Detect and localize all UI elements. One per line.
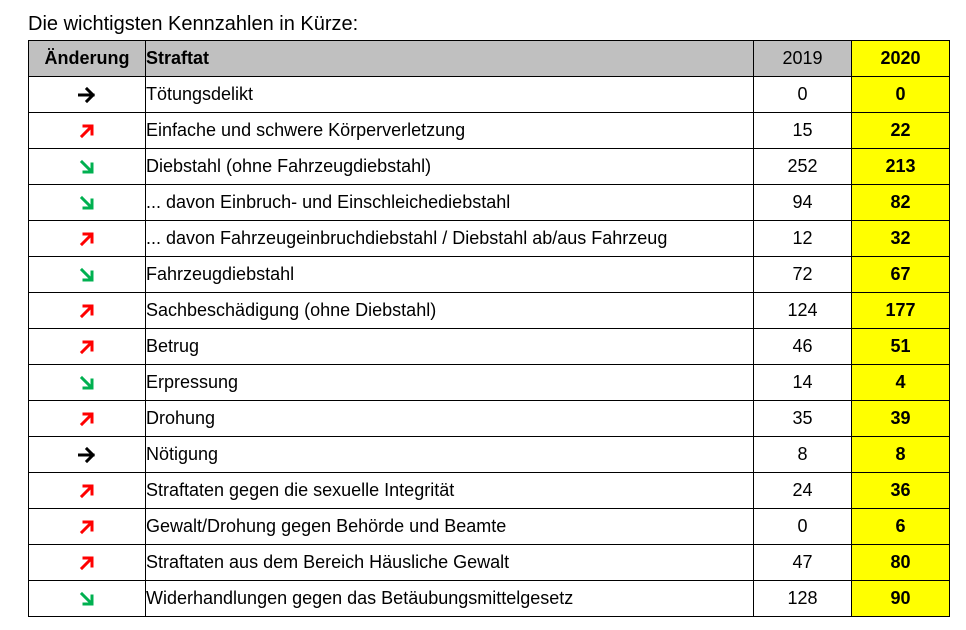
- table-row: [29, 581, 950, 617]
- value-2019: 124: [754, 293, 852, 329]
- value-2020: 67: [852, 257, 950, 293]
- change-cell: [29, 77, 146, 113]
- value-2019: 0: [754, 77, 852, 113]
- change-cell: [29, 329, 146, 365]
- value-2020: 32: [852, 221, 950, 257]
- table-row: [29, 545, 950, 581]
- crime-label: Straftaten gegen die sexuelle Integrität: [146, 473, 754, 509]
- arrow-up-right-icon: [29, 519, 145, 535]
- change-cell: [29, 257, 146, 293]
- table-row: [29, 221, 950, 257]
- crime-label: Gewalt/Drohung gegen Behörde und Beamte: [146, 509, 754, 545]
- change-cell: [29, 437, 146, 473]
- table-row: [29, 149, 950, 185]
- table-row: [29, 257, 950, 293]
- arrow-up-right-icon: [29, 123, 145, 139]
- arrow-right-icon: [29, 87, 145, 103]
- value-2020: 0: [852, 77, 950, 113]
- change-cell: [29, 221, 146, 257]
- value-2019: 252: [754, 149, 852, 185]
- crime-label: ... davon Einbruch- und Einschleichediebstahl: [146, 185, 754, 221]
- value-2020: 4: [852, 365, 950, 401]
- change-cell: [29, 113, 146, 149]
- arrow-up-right-icon: [29, 483, 145, 499]
- value-2020: 51: [852, 329, 950, 365]
- arrow-down-right-icon: [29, 195, 145, 211]
- change-cell: [29, 401, 146, 437]
- change-cell: [29, 473, 146, 509]
- value-2020: 36: [852, 473, 950, 509]
- value-2020: 90: [852, 581, 950, 617]
- value-2019: 24: [754, 473, 852, 509]
- column-header-crime: Straftat: [146, 41, 754, 77]
- arrow-up-right-icon: [29, 303, 145, 319]
- column-header-change: Änderung: [29, 41, 146, 77]
- table-row: [29, 401, 950, 437]
- crime-label: Nötigung: [146, 437, 754, 473]
- table-row: [29, 293, 950, 329]
- value-2020: 22: [852, 113, 950, 149]
- crime-label: Tötungsdelikt: [146, 77, 754, 113]
- arrow-down-right-icon: [29, 375, 145, 391]
- table-row: [29, 113, 950, 149]
- arrow-down-right-icon: [29, 159, 145, 175]
- value-2019: 72: [754, 257, 852, 293]
- key-figures-table: [28, 40, 950, 617]
- table-header-row: [29, 41, 950, 77]
- crime-label: Erpressung: [146, 365, 754, 401]
- page-title: Die wichtigsten Kennzahlen in Kürze:: [28, 13, 359, 35]
- value-2019: 128: [754, 581, 852, 617]
- value-2020: 6: [852, 509, 950, 545]
- change-cell: [29, 581, 146, 617]
- value-2020: 39: [852, 401, 950, 437]
- table-row: [29, 473, 950, 509]
- value-2019: 35: [754, 401, 852, 437]
- value-2019: 47: [754, 545, 852, 581]
- value-2019: 14: [754, 365, 852, 401]
- change-cell: [29, 149, 146, 185]
- change-cell: [29, 185, 146, 221]
- crime-label: Betrug: [146, 329, 754, 365]
- crime-label: Drohung: [146, 401, 754, 437]
- table-row: [29, 509, 950, 545]
- value-2019: 46: [754, 329, 852, 365]
- arrow-up-right-icon: [29, 231, 145, 247]
- crime-label: Diebstahl (ohne Fahrzeugdiebstahl): [146, 149, 754, 185]
- table-row: [29, 329, 950, 365]
- crime-label: ... davon Fahrzeugeinbruchdiebstahl / Diebstahl ab/aus Fahrzeug: [146, 221, 754, 257]
- arrow-down-right-icon: [29, 591, 145, 607]
- value-2019: 15: [754, 113, 852, 149]
- value-2020: 8: [852, 437, 950, 473]
- value-2019: 12: [754, 221, 852, 257]
- change-cell: [29, 293, 146, 329]
- column-header-2020: 2020: [852, 41, 950, 77]
- value-2020: 177: [852, 293, 950, 329]
- crime-label: Fahrzeugdiebstahl: [146, 257, 754, 293]
- arrow-right-icon: [29, 447, 145, 463]
- value-2020: 80: [852, 545, 950, 581]
- value-2019: 0: [754, 509, 852, 545]
- column-header-2019: 2019: [754, 41, 852, 77]
- table-row: [29, 437, 950, 473]
- arrow-up-right-icon: [29, 555, 145, 571]
- change-cell: [29, 365, 146, 401]
- value-2019: 94: [754, 185, 852, 221]
- table-row: [29, 77, 950, 113]
- arrow-down-right-icon: [29, 267, 145, 283]
- crime-label: Sachbeschädigung (ohne Diebstahl): [146, 293, 754, 329]
- crime-label: Einfache und schwere Körperverletzung: [146, 113, 754, 149]
- value-2019: 8: [754, 437, 852, 473]
- crime-label: Widerhandlungen gegen das Betäubungsmittelgesetz: [146, 581, 754, 617]
- arrow-up-right-icon: [29, 339, 145, 355]
- table-row: [29, 185, 950, 221]
- value-2020: 82: [852, 185, 950, 221]
- change-cell: [29, 509, 146, 545]
- value-2020: 213: [852, 149, 950, 185]
- table-row: [29, 365, 950, 401]
- crime-label: Straftaten aus dem Bereich Häusliche Gewalt: [146, 545, 754, 581]
- arrow-up-right-icon: [29, 411, 145, 427]
- change-cell: [29, 545, 146, 581]
